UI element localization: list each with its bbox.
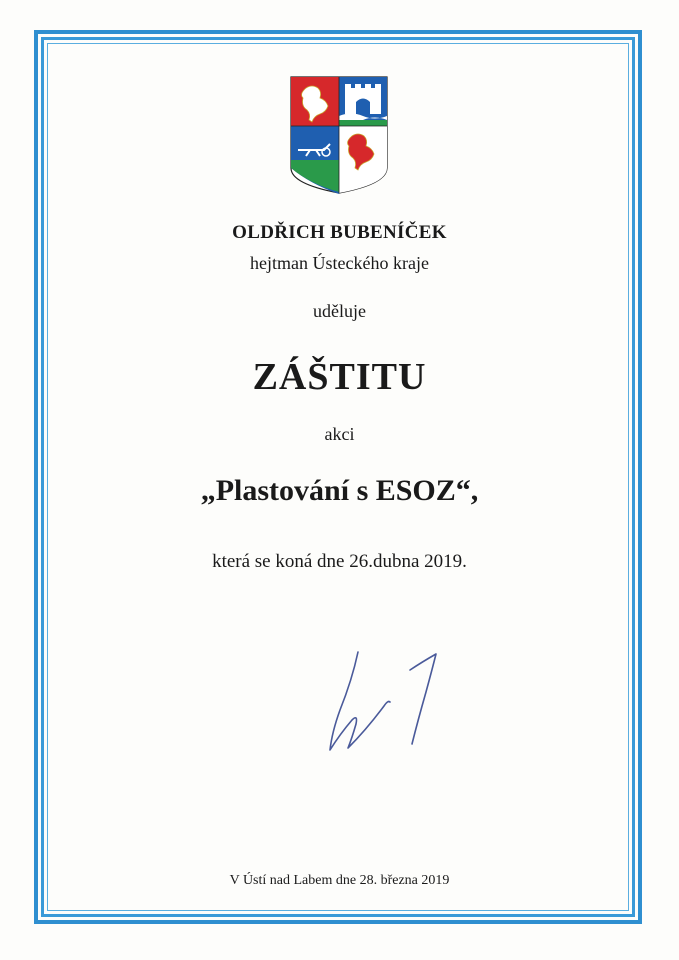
event-date-line: která se koná dne 26.dubna 2019. xyxy=(212,551,467,572)
place-and-date: V Ústí nad Labem dne 28. března 2019 xyxy=(229,873,450,888)
preposition-text: akci xyxy=(324,424,355,444)
coat-of-arms-icon xyxy=(290,76,388,194)
signature-icon xyxy=(318,640,468,760)
issuer-role: hejtman Ústeckého kraje xyxy=(250,253,429,273)
patronage-title: ZÁŠTITU xyxy=(252,356,427,398)
event-name: „Plastování s ESOZ“, xyxy=(200,474,479,507)
awards-verb: uděluje xyxy=(313,301,366,321)
issuer-name: OLDŘICH BUBENÍČEK xyxy=(232,222,447,243)
